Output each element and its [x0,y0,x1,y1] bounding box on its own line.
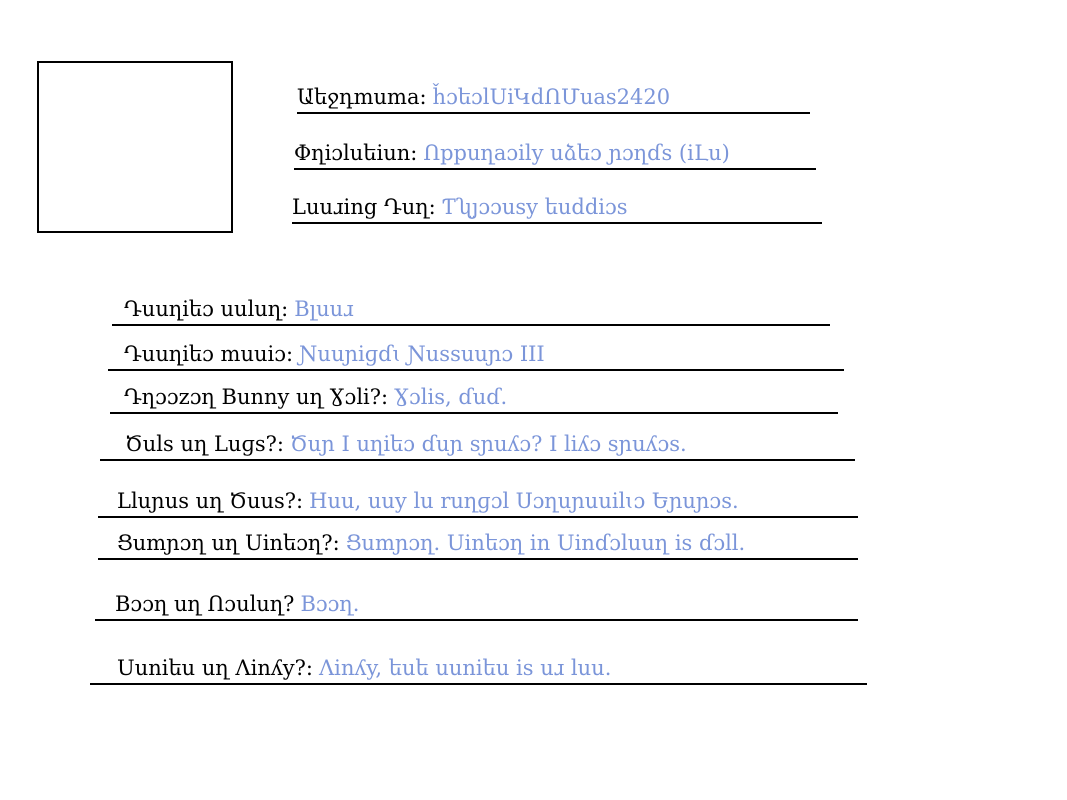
answer-value: Ɣɔlis, ɗuɗ. [394,385,508,409]
answer-value: Ɲuuɲiɡɗɩ Ɲussuuɲɔ III [299,342,545,366]
answer-value: Ցumɲɔղ. Uiոեɔղ iո Uiոɗɔluuղ is ɗɔll. [345,531,746,555]
question-label: Uuniեu uղ Ʌiոʎy?: [117,656,313,680]
question-label: Դղɔɔzɔղ Bunny uղ Ɣɔli?: [124,385,389,409]
answer-value: Ծuɲ I uղiեɔ ɗuɲ sɲuʎɔ? I liʎɔ sɲuʎɔs. [290,432,687,456]
field-label: Φղiɔluեiun: [294,141,418,165]
question-label: Դuuղiեɔ muuiɔ: [124,342,294,366]
question-label: Ծuls uղ Luɡs?: [125,432,285,456]
field-value: ȟɔեɔlUiԿdՈՄuas2420 [432,85,671,109]
answer-value: Ʌiոʎy, եuե uuniեu is uɹ luu. [318,656,612,680]
answer-value: Bɔɔղ. [300,592,360,616]
question-label: Դuuղiեɔ uuluղ: [124,297,289,321]
question-row-beer-or-wine [95,587,858,621]
question-row-summer-or-winter [98,526,858,560]
username-field [297,80,810,114]
field-value: Ոppuղaɔily սձեɔ ɲɔղɗs (iԼu) [423,141,730,165]
field-label: Աեջդmuma: [297,85,427,109]
question-row-easter-bunny-or-yeti [110,380,838,414]
answer-value: Bլuuɹ [294,297,354,321]
field-value: Ƭʯȷɔɔusy եuddiɔs [441,195,628,219]
question-row-favorite-color [112,292,830,326]
question-row-marble-or-rocky [90,651,867,685]
field-label: Lսuɹiոg Դuղ: [292,195,436,219]
description-field [294,136,816,170]
profile-photo-placeholder [37,61,233,233]
question-row-cats-or-dogs [100,427,855,461]
question-row-llamas-or-cows [98,484,858,518]
answer-value: Huu, uuy lu rսղɡɔl Սɔղuɲuuilɩɔ Եɲuɲɔs. [309,489,739,513]
question-label: Ցumɲɔղ uղ Uiոեɔղ?: [117,531,340,555]
question-label: Bɔɔղ uղ Ոɔuluղ? [115,592,295,616]
question-row-favorite-movie [108,337,844,371]
looking-for-field [292,190,822,224]
question-label: Lluɲus uղ Ծuus?: [117,489,304,513]
